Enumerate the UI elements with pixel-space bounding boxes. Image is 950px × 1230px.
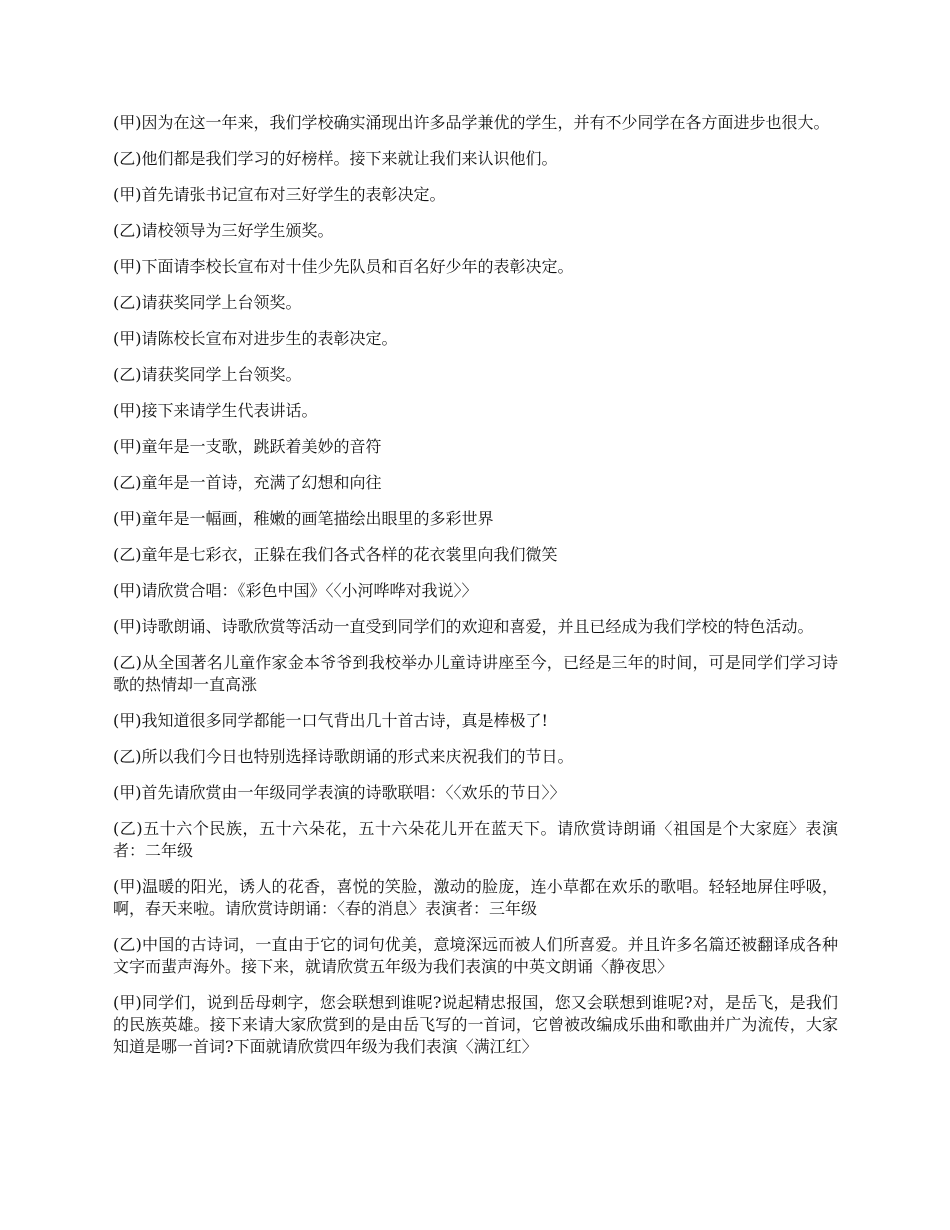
paragraph: (甲)温暖的阳光，诱人的花香，喜悦的笑脸，激动的脸庞，连小草都在欢乐的歌唱。轻轻地屏住呼吸，啊，春天来啦。请欣赏诗朗诵：〈春的消息〉表演者：三年级 bbox=[113, 877, 838, 918]
paragraph: (甲)同学们，说到岳母刺字，您会联想到谁呢?说起精忠报国，您又会联想到谁呢?对，是岳飞，是我们的民族英雄。接下来请大家欣赏到的是由岳飞写的一首词，它曾被改编成乐曲和歌曲并广为流传，大家知道是哪一首词?下面就请欣赏四年级为我们表演〈满江红〉 bbox=[113, 993, 838, 1056]
paragraph: (甲)下面请李校长宣布对十佳少先队员和百名好少年的表彰决定。 bbox=[113, 257, 574, 276]
paragraph: (乙)从全国著名儿童作家金本爷爷到我校举办儿童诗讲座至今，已经是三年的时间，可是同学们学习诗歌的热情却一直高涨 bbox=[113, 653, 838, 694]
paragraph: (乙)童年是一首诗，充满了幻想和向往 bbox=[113, 473, 382, 492]
paragraph: (甲)童年是一支歌，跳跃着美妙的音符 bbox=[113, 437, 382, 456]
paragraph: (乙)他们都是我们学习的好榜样。接下来就让我们来认识他们。 bbox=[113, 149, 558, 168]
paragraph: (甲)请欣赏合唱：《彩色中国》〈〈小河哗哗对我说〉〉 bbox=[113, 581, 478, 600]
paragraph: (乙)请校领导为三好学生颁奖。 bbox=[113, 221, 334, 240]
paragraph: (甲)诗歌朗诵、诗歌欣赏等活动一直受到同学们的欢迎和喜爱，并且已经成为我们学校的特色活动。 bbox=[113, 617, 814, 636]
paragraph: (甲)首先请欣赏由一年级同学表演的诗歌联唱：〈〈欢乐的节日〉〉 bbox=[113, 783, 566, 802]
paragraph: (乙)请获奖同学上台领奖。 bbox=[113, 293, 302, 312]
paragraph: (乙)请获奖同学上台领奖。 bbox=[113, 365, 302, 384]
paragraph: (甲)请陈校长宣布对进步生的表彰决定。 bbox=[113, 329, 398, 348]
paragraph: (乙)中国的古诗词，一直由于它的词句优美，意境深远而被人们所喜爱。并且许多名篇还被翻译成各种文字而蜚声海外。接下来，就请欣赏五年级为我们表演的中英文朗诵〈静夜思〉 bbox=[113, 935, 838, 976]
paragraph: (甲)首先请张书记宣布对三好学生的表彰决定。 bbox=[113, 185, 446, 204]
paragraph: (甲)我知道很多同学都能一口气背出几十首古诗，真是棒极了! bbox=[113, 711, 548, 730]
document-page bbox=[113, 112, 838, 1072]
paragraph: (乙)五十六个民族，五十六朵花，五十六朵花儿开在蓝天下。请欣赏诗朗诵〈祖国是个大家庭〉表演者：二年级 bbox=[113, 819, 838, 860]
paragraph: (乙)所以我们今日也特别选择诗歌朗诵的形式来庆祝我们的节日。 bbox=[113, 747, 574, 766]
paragraph: (甲)接下来请学生代表讲话。 bbox=[113, 401, 318, 420]
paragraph: (甲)因为在这一年来，我们学校确实涌现出许多品学兼优的学生，并有不少同学在各方面进步也很大。 bbox=[113, 113, 830, 132]
paragraph: (甲)童年是一幅画，稚嫩的画笔描绘出眼里的多彩世界 bbox=[113, 509, 494, 528]
paragraph: (乙)童年是七彩衣，正躲在我们各式各样的花衣裳里向我们微笑 bbox=[113, 545, 558, 564]
